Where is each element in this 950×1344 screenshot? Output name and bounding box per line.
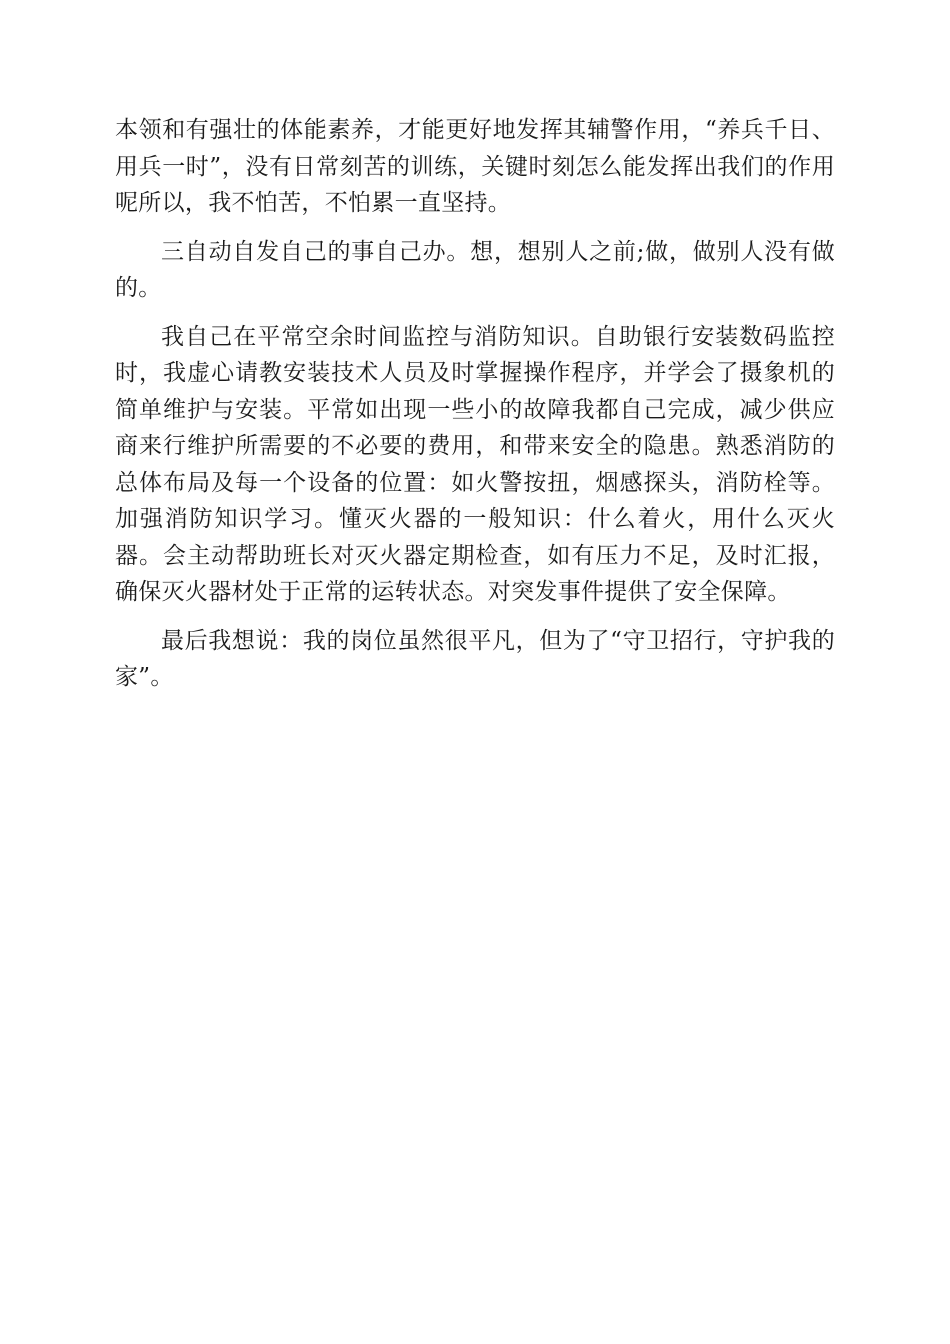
- paragraph-monitoring-fire-safety: 我自己在平常空余时间监控与消防知识。自助银行安装数码监控时，我虚心请教安装技术人员及时掌握操作程序，并学会了摄象机的简单维护与安装。平常如出现一些小的故障我都自己完成，减少供应商来行维护所需要的不必要的费用，和带来安全的隐患。熟悉消防的总体布局及每一个设备的位置：如火警按扭，烟感探头，消防栓等。加强消防知识学习。懂灭火器的一般知识：什么着火，用什么灭火器。会主动帮助班长对灭火器定期检查，如有压力不足，及时汇报，确保灭火器材处于正常的运转状态。对突发事件提供了安全保障。: [115, 323, 835, 605]
- document-body: [115, 112, 835, 708]
- paragraph-closing: 最后我想说：我的岗位虽然很平凡，但为了“守卫招行，守护我的家”。: [115, 627, 835, 690]
- paragraph-training: 本领和有强壮的体能素养，才能更好地发挥其辅警作用，“养兵千日、用兵一时”，没有日常刻苦的训练，关键时刻怎么能发挥出我们的作用呢所以，我不怕苦，不怕累一直坚持。: [115, 117, 835, 216]
- paragraph-self-motivation: 三自动自发自己的事自己办。想，想别人之前;做，做别人没有做的。: [115, 238, 835, 301]
